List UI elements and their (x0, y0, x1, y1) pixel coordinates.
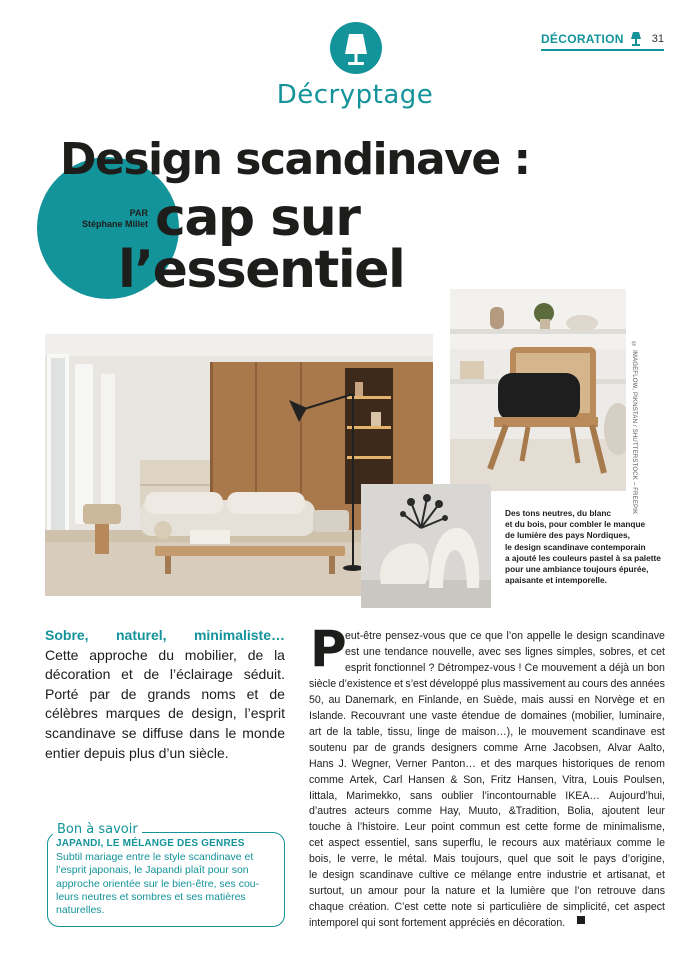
body-line (309, 884, 665, 900)
lamp-small-icon (630, 32, 642, 46)
word: luminaire, (618, 709, 665, 722)
word: au (328, 693, 341, 706)
word: oublier (441, 789, 474, 802)
word: sans (414, 837, 438, 850)
word: de (247, 646, 264, 663)
word: monde (242, 724, 285, 741)
byline-author: Stéphane Millet (81, 219, 148, 229)
word: en (466, 693, 479, 706)
word: le (656, 837, 665, 850)
word: comme (616, 837, 652, 850)
word: eut-être (345, 630, 382, 642)
word: domaines (520, 709, 567, 722)
word: Norvège (594, 693, 635, 706)
word: lumière (510, 885, 546, 898)
body-last-line: intemporel qui sont fortement appréciés en décoration. (309, 917, 566, 930)
word: cet (614, 901, 629, 914)
word: lignes (525, 645, 553, 658)
lead-highlight-word: minimaliste… (193, 627, 285, 643)
word: un (350, 885, 363, 898)
word: d’existence (338, 677, 392, 690)
sidebar-line: naturelles. (56, 904, 105, 917)
sidebar-line: l’esprit japonais, le Japandi plaît pour son (56, 864, 249, 877)
lamp-badge (330, 22, 382, 74)
word: aspect (633, 901, 665, 914)
word: Louis (592, 773, 618, 786)
word: que (533, 853, 552, 866)
word: cet (650, 645, 665, 658)
word: dans (642, 885, 665, 898)
word: Muuto, (468, 805, 501, 818)
word: marques (516, 757, 558, 770)
word: minimalisme, (603, 821, 665, 834)
word: avec (478, 645, 501, 658)
word: et (639, 693, 649, 706)
word: fonctionnel (374, 661, 426, 674)
word: et (246, 685, 259, 702)
word: en (578, 693, 590, 706)
word: métal. (398, 853, 428, 866)
word: se (121, 724, 137, 741)
word: point (431, 821, 455, 834)
word: essentiel, (364, 837, 410, 850)
body-line (309, 757, 665, 773)
word: Aalto, (637, 741, 665, 754)
word: s’est (405, 677, 428, 690)
body-line (309, 868, 665, 884)
word: IKEA… (565, 789, 601, 802)
word: verre, (351, 853, 379, 866)
word: artisanat, (606, 869, 651, 882)
word: est (345, 645, 360, 658)
body-line (309, 677, 665, 693)
word: création. (348, 901, 390, 914)
word: industrie (546, 869, 587, 882)
word: Hay, (439, 805, 461, 818)
word: par (89, 685, 110, 702)
word: cultive (418, 869, 449, 882)
word: approche (89, 646, 148, 663)
word: cet (309, 837, 324, 850)
word: ajoutent (601, 805, 640, 818)
word: linge (417, 725, 440, 738)
word: mouvement (541, 661, 597, 674)
caption-line: le design scandinave contemporain (505, 541, 646, 552)
word: Bolia, (567, 805, 594, 818)
word: diffuse (142, 724, 184, 741)
caption-line: Des tons neutres, du blanc (505, 508, 612, 518)
word: d’origine, (621, 853, 665, 866)
word: Vitra, (562, 773, 587, 786)
body-line (309, 629, 665, 645)
word: comme (397, 805, 432, 818)
body-line (309, 836, 665, 852)
word: en (653, 693, 665, 706)
word: commun (459, 821, 501, 834)
rubric-header (541, 32, 664, 51)
word: Verner (395, 757, 427, 770)
word: forme (553, 821, 581, 834)
word: une (363, 645, 381, 658)
title-line-1: Design scandinave : (60, 134, 530, 185)
word: Hans (309, 757, 334, 770)
word: si (476, 901, 485, 914)
word: Suède, (483, 693, 517, 706)
word: le (518, 725, 527, 738)
word: du (158, 646, 174, 663)
body-line (309, 789, 665, 805)
word: le (579, 853, 588, 866)
lead-highlight-word: naturel, (115, 627, 167, 643)
bon-a-savoir-label: Bon à savoir (53, 822, 142, 837)
bon-a-savoir-body (56, 851, 278, 917)
word: 50, (309, 693, 324, 706)
lead-line (45, 665, 285, 685)
word: de (504, 709, 517, 722)
body-line (309, 773, 665, 789)
word: bon (647, 661, 665, 674)
word: au (567, 677, 580, 690)
word: simples, (556, 645, 596, 658)
word: décoration (45, 666, 111, 683)
word: Hansen, (517, 773, 557, 786)
word: la (496, 885, 505, 898)
word: surtout, (309, 885, 345, 898)
word: (mobilier, (571, 709, 615, 722)
word: cours (582, 677, 609, 690)
word: Panton… (431, 757, 476, 770)
word: C’est (394, 901, 419, 914)
lead-line (45, 704, 285, 724)
word: simplicité, (563, 901, 610, 914)
word: de (546, 901, 559, 914)
word: le (225, 724, 237, 741)
word: siècle (309, 677, 337, 690)
word: noms (201, 685, 236, 702)
word: aux (542, 837, 560, 850)
photo-caption (505, 508, 665, 586)
word: de (445, 725, 457, 738)
word: mais (521, 693, 544, 706)
word: grands (147, 685, 191, 702)
word: que (551, 885, 569, 898)
word: dans (189, 724, 220, 741)
word: Carl (382, 773, 403, 786)
word: sans (409, 789, 433, 802)
word: la (343, 725, 352, 738)
word: étendue (461, 709, 500, 722)
word: des (494, 757, 512, 770)
word: l’on (574, 885, 592, 898)
word: entier depuis plus d’un siècle. (45, 744, 229, 761)
word: de (168, 705, 184, 722)
word: aspect (328, 837, 360, 850)
word: est (650, 725, 665, 738)
word: et (121, 666, 133, 683)
word: de (269, 685, 285, 702)
caption-line: a ajouté les couleurs pastel à sa palette (505, 552, 661, 563)
word: maison…), (461, 725, 514, 738)
lamp-icon (330, 22, 382, 74)
word: l’esprit (244, 705, 285, 722)
lead-highlight-word: Sobre, (45, 627, 89, 643)
word: toujours, (461, 853, 502, 866)
word: Détrompez-vous (437, 661, 516, 674)
word: acteurs (354, 805, 390, 818)
word: et (638, 645, 647, 658)
word: que (485, 630, 503, 642)
word: célèbres (45, 705, 98, 722)
word: design (322, 869, 355, 882)
word: la (431, 885, 440, 898)
word: mouvement (531, 725, 587, 738)
word: soit (557, 853, 574, 866)
sidebar-line: leurs neutres et sombres et ses matières (56, 890, 246, 903)
word: &Tradition, (508, 805, 560, 818)
word: cette (423, 901, 447, 914)
word: le (384, 853, 393, 866)
word: Porté (45, 685, 79, 702)
word: d’autres (309, 805, 347, 818)
word: Danemark, (345, 693, 397, 706)
word: de (585, 821, 598, 834)
word: est (505, 821, 520, 834)
word: superflu, (442, 837, 484, 850)
word: table, (356, 725, 383, 738)
word: mobilier, (184, 646, 237, 663)
word: designers (431, 741, 478, 754)
word: design (576, 630, 608, 642)
word: Mais (433, 853, 456, 866)
body-line (309, 804, 665, 820)
word: amour (368, 885, 399, 898)
word: le (488, 837, 497, 850)
word: aussi (548, 693, 574, 706)
word: en (401, 693, 414, 706)
word: pays (593, 853, 616, 866)
word: note (451, 901, 473, 914)
word: l’histoire. (357, 821, 400, 834)
body-line (309, 900, 665, 916)
word: historiques (562, 757, 614, 770)
title-line-3: l’essentiel (118, 240, 405, 300)
title-line-2: cap sur (155, 188, 360, 248)
word: bois, (309, 853, 332, 866)
word: Fritz (490, 773, 512, 786)
caption-line: de lumière des pays Nordiques, (505, 530, 630, 541)
word: recours (502, 837, 538, 850)
word: l’éclairage (169, 666, 233, 683)
word: de (326, 725, 339, 738)
word: art (309, 725, 322, 738)
word: de (143, 666, 160, 683)
word: mélange (471, 869, 512, 882)
word: par (352, 741, 369, 754)
word: Aujourd’hui, (609, 789, 665, 802)
word: et (394, 677, 403, 690)
word: appelle (526, 630, 561, 642)
word: entre (517, 869, 542, 882)
word: développé (429, 677, 479, 690)
word: ce (454, 869, 466, 882)
word: marques (105, 705, 161, 722)
word: Ce (524, 661, 539, 674)
word: le (337, 853, 346, 866)
word: Jacobsen, (552, 741, 602, 754)
photo-credit: © IMAGEFLOW, PIKNSTAN / SHUTTERSTOCK – FREEPIK (631, 342, 637, 515)
word: renom (634, 757, 665, 770)
lead-line (45, 626, 285, 646)
body-line (309, 709, 665, 725)
word: Hansen (408, 773, 445, 786)
word: l’on (506, 630, 524, 642)
word: comme (483, 741, 519, 754)
word: leur (647, 805, 665, 818)
word: matériaux (564, 837, 612, 850)
word: Wegner, (351, 757, 391, 770)
word: tendance (384, 645, 429, 658)
word: un (632, 661, 645, 674)
word: et (480, 757, 490, 770)
rubric-label: DÉCORATION (540, 32, 624, 46)
word: de (374, 741, 387, 754)
bon-a-savoir-heading: JAPANDI, LE MÉLANGE DES GENRES (56, 838, 245, 849)
word: Marimekko, (346, 789, 401, 802)
word: des (610, 677, 628, 690)
word: déjà (609, 661, 630, 674)
word: Iittala, (309, 789, 338, 802)
word: particulière (489, 901, 542, 914)
word: à (346, 821, 353, 834)
word: touche (309, 821, 341, 834)
body-line (309, 916, 665, 932)
word: scandinave (359, 869, 414, 882)
word: le (309, 869, 318, 882)
word: scandinave (611, 630, 665, 642)
caption-line: pour une ambiance toujours épurée, (505, 564, 649, 575)
word: cette (525, 821, 549, 834)
word: et (592, 869, 602, 882)
word: chaque (309, 901, 344, 914)
word: années (630, 677, 665, 690)
word: ses (504, 645, 522, 658)
word: Arne (524, 741, 547, 754)
word: tissu, (387, 725, 413, 738)
word: de (618, 757, 631, 770)
section-title: Décryptage (276, 80, 434, 110)
word: et (656, 869, 665, 882)
page-number: 31 (651, 33, 664, 45)
word: comme (309, 773, 344, 786)
sidebar-line: approche orientée sur le bien-être, ses cou- (56, 877, 260, 890)
word: l’incontournable (482, 789, 557, 802)
word: et (481, 885, 491, 898)
word: pour (404, 885, 426, 898)
caption-line: et du bois, pour combler le manque (505, 519, 646, 530)
word: Son, (463, 773, 485, 786)
drop-cap: P (310, 620, 347, 678)
word: scandinave (45, 724, 116, 741)
body-line (309, 725, 665, 741)
word: scandinave (592, 725, 646, 738)
word: Recouvrant (350, 709, 405, 722)
word: ce (470, 630, 482, 642)
word: séduit. (243, 666, 285, 683)
word: massivement (502, 677, 566, 690)
word: Poulsen, (623, 773, 665, 786)
end-square-icon (577, 916, 585, 924)
chair-photo (450, 289, 626, 491)
word: J. (338, 757, 347, 770)
word: plus (481, 677, 501, 690)
sidebar-line: Subtil mariage entre le style scandinave et (56, 851, 254, 863)
article-body (309, 629, 665, 932)
word: & (450, 773, 458, 786)
word: Artek, (349, 773, 378, 786)
word: Alvar (607, 741, 632, 754)
word: nature (445, 885, 476, 898)
word: esprit (345, 661, 371, 674)
body-line (309, 661, 665, 677)
body-line (309, 741, 665, 757)
word: nouvelle, (432, 645, 475, 658)
word: sobres, (599, 645, 635, 658)
body-line (309, 693, 665, 709)
word: Leur (404, 821, 426, 834)
word: ! (518, 661, 522, 674)
body-line (309, 852, 665, 868)
word: une (409, 709, 428, 722)
word: de (120, 685, 137, 702)
word: Islande. (309, 709, 347, 722)
word: vaste (431, 709, 458, 722)
word: la (274, 646, 285, 663)
caption-line: apaisante et intemporelle. (505, 575, 607, 586)
word: soutenu (309, 741, 347, 754)
lead-paragraph (45, 626, 285, 763)
lead-line (45, 744, 285, 764)
word: retrouve (597, 885, 637, 898)
byline-prefix: PAR (129, 208, 148, 218)
body-line (309, 645, 665, 661)
vases-photo (361, 484, 491, 608)
word: pensez-vous (385, 630, 446, 642)
word: le (564, 630, 573, 642)
word: ? (428, 661, 435, 674)
word: Finlande, (418, 693, 462, 706)
lead-line (45, 724, 285, 744)
lead-line (45, 685, 285, 705)
byline (66, 208, 148, 230)
word: a (599, 661, 606, 674)
word: que (448, 630, 467, 642)
word: design, (191, 705, 237, 722)
body-line (309, 820, 665, 836)
word: grands (392, 741, 425, 754)
word: quel (507, 853, 528, 866)
lead-line (45, 646, 285, 666)
word: Cette (45, 646, 79, 663)
